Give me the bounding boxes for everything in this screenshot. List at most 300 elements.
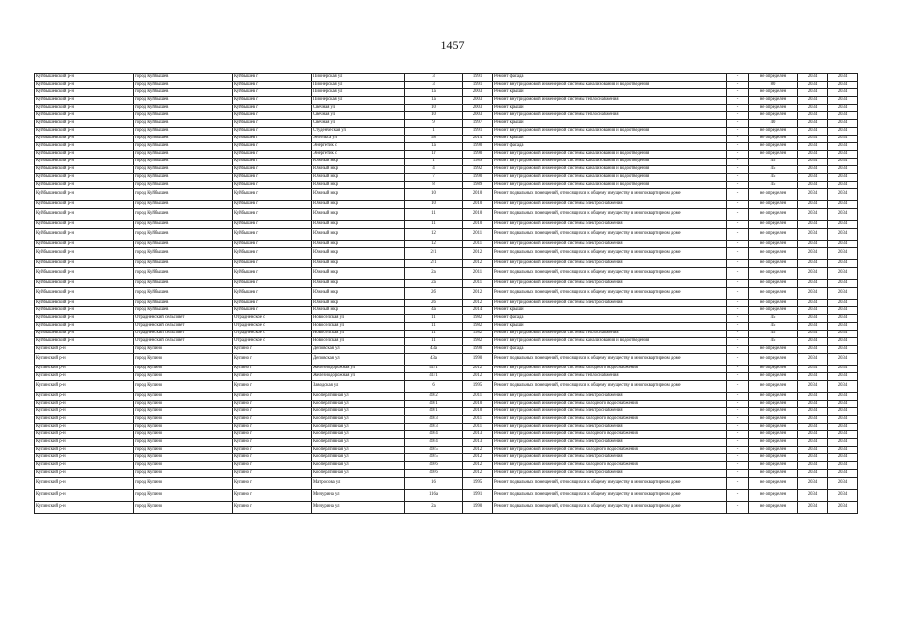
cell-work-type: Ремонт крыши bbox=[493, 322, 727, 330]
cell-district: Купинский р-н bbox=[35, 501, 134, 513]
cell-plan-year: 2034 bbox=[798, 143, 828, 151]
cell-year: 2011 bbox=[463, 228, 493, 240]
cell-end-year: 2034 bbox=[828, 248, 858, 260]
cell-house: 10 bbox=[405, 104, 463, 112]
table-row bbox=[35, 338, 858, 346]
cell-dash: - bbox=[727, 240, 749, 248]
cell-year: 2010 bbox=[463, 209, 493, 221]
cell-work-type: Ремонт внутридомовой инженерной системы электроснабжения bbox=[493, 408, 727, 416]
cell-house: 2а bbox=[405, 501, 463, 513]
cell-district: Куйбышевский р-н bbox=[35, 260, 134, 268]
cell-cost: не определен bbox=[749, 477, 798, 489]
cell-street: Южный мкр bbox=[312, 287, 405, 299]
cell-year: 1991 bbox=[463, 489, 493, 501]
cell-locality: Куйбышев г bbox=[233, 221, 312, 229]
cell-end-year: 2034 bbox=[828, 322, 858, 330]
cell-year: 2011 bbox=[463, 416, 493, 424]
cell-municipality: город Купино bbox=[134, 489, 233, 501]
cell-dash: - bbox=[727, 400, 749, 408]
cell-house: 16 bbox=[405, 477, 463, 489]
cell-year: 2012 bbox=[463, 446, 493, 454]
cell-cost: не определен bbox=[749, 280, 798, 288]
cell-cost: не определен bbox=[749, 189, 798, 201]
cell-end-year: 2034 bbox=[828, 365, 858, 373]
cell-cost: не определен bbox=[749, 89, 798, 97]
cell-street: Южный мкр bbox=[312, 248, 405, 260]
cell-work-type: Ремонт крыши bbox=[493, 135, 727, 143]
cell-dash: - bbox=[727, 307, 749, 315]
cell-year: 1991 bbox=[463, 81, 493, 89]
cell-plan-year: 2034 bbox=[798, 454, 828, 462]
cell-year: 2012 bbox=[463, 469, 493, 477]
cell-street: Южный мкр bbox=[312, 158, 405, 166]
cell-municipality: город Купино bbox=[134, 345, 233, 353]
cell-plan-year: 2034 bbox=[798, 408, 828, 416]
cell-locality: Куйбышев г bbox=[233, 143, 312, 151]
cell-house: 3 bbox=[405, 81, 463, 89]
cell-plan-year: 2034 bbox=[798, 81, 828, 89]
cell-cost: не определен bbox=[749, 373, 798, 381]
table-row bbox=[35, 489, 858, 501]
cell-district: Купинский р-н bbox=[35, 431, 134, 439]
cell-district: Купинский р-н bbox=[35, 365, 134, 373]
cell-house: 49/5 bbox=[405, 454, 463, 462]
cell-district: Куйбышевский р-н bbox=[35, 135, 134, 143]
cell-work-type: Ремонт внутридомовой инженерной системы холодного водоснабжения bbox=[493, 365, 727, 373]
cell-work-type: Ремонт подвальных помещений, относящихся к общему имуществу в многоквартирном доме bbox=[493, 228, 727, 240]
cell-dash: - bbox=[727, 380, 749, 392]
cell-end-year: 2034 bbox=[828, 353, 858, 365]
table-row bbox=[35, 221, 858, 229]
cell-end-year: 2034 bbox=[828, 143, 858, 151]
cell-locality: Куйбышев г bbox=[233, 307, 312, 315]
cell-district: Куйбышевский р-н bbox=[35, 299, 134, 307]
cell-street: Южный мкр bbox=[312, 181, 405, 189]
cell-work-type: Ремонт внутридомовой инженерной системы электроснабжения bbox=[493, 260, 727, 268]
table-row bbox=[35, 173, 858, 181]
cell-cost: не определен bbox=[749, 143, 798, 151]
cell-cost: не определен bbox=[749, 400, 798, 408]
cell-street: Кооперативная ул bbox=[312, 392, 405, 400]
cell-work-type: Ремонт подвальных помещений, относящихся к общему имуществу в многоквартирном доме bbox=[493, 380, 727, 392]
cell-end-year: 2034 bbox=[828, 201, 858, 209]
cell-work-type: Ремонт внутридомовой инженерной системы канализования и водоотведения bbox=[493, 338, 727, 346]
cell-dash: - bbox=[727, 330, 749, 338]
cell-cost: не определен bbox=[749, 240, 798, 248]
cell-cost: не определен bbox=[749, 439, 798, 447]
cell-street: Кооперативная ул bbox=[312, 423, 405, 431]
cell-municipality: город Куйбышев bbox=[134, 181, 233, 189]
cell-work-type: Ремонт подвальных помещений, относящихся к общему имуществу в многоквартирном доме bbox=[493, 248, 727, 260]
cell-plan-year: 2034 bbox=[798, 97, 828, 105]
cell-year: 1990 bbox=[463, 345, 493, 353]
cell-plan-year: 2034 bbox=[798, 431, 828, 439]
cell-municipality: город Купино bbox=[134, 353, 233, 365]
cell-dash: - bbox=[727, 120, 749, 128]
cell-end-year: 2034 bbox=[828, 330, 858, 338]
cell-locality: Куйбышев г bbox=[233, 299, 312, 307]
cell-year: 2014 bbox=[463, 135, 493, 143]
cell-work-type: Ремонт внутридомовой инженерной системы канализования и водоотведения bbox=[493, 166, 727, 174]
cell-dash: - bbox=[727, 89, 749, 97]
cell-locality: Куйбышев г bbox=[233, 268, 312, 280]
cell-street: Кооперативная ул bbox=[312, 408, 405, 416]
cell-municipality: город Куйбышев bbox=[134, 268, 233, 280]
cell-work-type: Ремонт внутридомовой инженерной системы холодного водоснабжения bbox=[493, 400, 727, 408]
cell-plan-year: 2034 bbox=[798, 166, 828, 174]
cell-locality: Куйбышев г bbox=[233, 173, 312, 181]
cell-municipality: город Куйбышев bbox=[134, 143, 233, 151]
cell-street: Южный мкр bbox=[312, 201, 405, 209]
cell-street: Энергетик с bbox=[312, 143, 405, 151]
cell-year: 2011 bbox=[463, 423, 493, 431]
cell-street: Энергетик с bbox=[312, 150, 405, 158]
cell-dash: - bbox=[727, 268, 749, 280]
cell-district: Куйбышевский р-н bbox=[35, 280, 134, 288]
cell-plan-year: 2034 bbox=[798, 135, 828, 143]
cell-end-year: 2034 bbox=[828, 462, 858, 470]
cell-locality: Куйбышев г bbox=[233, 104, 312, 112]
table-row bbox=[35, 380, 858, 392]
cell-plan-year: 2034 bbox=[798, 268, 828, 280]
cell-dash: - bbox=[727, 221, 749, 229]
table-row bbox=[35, 287, 858, 299]
cell-cost: не определен bbox=[749, 248, 798, 260]
cell-district: Куйбышевский р-н bbox=[35, 221, 134, 229]
cell-district: Купинский р-н bbox=[35, 392, 134, 400]
cell-municipality: город Купино bbox=[134, 454, 233, 462]
table-row bbox=[35, 181, 858, 189]
cell-locality: Куйбышев г bbox=[233, 280, 312, 288]
cell-end-year: 2034 bbox=[828, 280, 858, 288]
cell-street: Матросова ул bbox=[312, 477, 405, 489]
table-row bbox=[35, 240, 858, 248]
cell-end-year: 2034 bbox=[828, 97, 858, 105]
cell-end-year: 2034 bbox=[828, 423, 858, 431]
cell-dash: - bbox=[727, 392, 749, 400]
cell-work-type: Ремонт подвальных помещений, относящихся к общему имуществу в многоквартирном доме bbox=[493, 501, 727, 513]
cell-locality: Куйбышев г bbox=[233, 120, 312, 128]
cell-house: 1а bbox=[405, 97, 463, 105]
cell-street: Кооперативная ул bbox=[312, 416, 405, 424]
cell-end-year: 2034 bbox=[828, 489, 858, 501]
cell-district: Куйбышевский р-н bbox=[35, 228, 134, 240]
cell-locality: Куйбышев г bbox=[233, 112, 312, 120]
cell-district: Куйбышевский р-н bbox=[35, 268, 134, 280]
cell-locality: Купино г bbox=[233, 423, 312, 431]
cell-street: Свечная ул bbox=[312, 104, 405, 112]
table-row bbox=[35, 469, 858, 477]
table-row bbox=[35, 299, 858, 307]
cell-street: Новоселская ул bbox=[312, 315, 405, 323]
cell-street: Пионерская ул bbox=[312, 74, 405, 82]
cell-work-type: Ремонт внутридомовой инженерной системы электроснабжения bbox=[493, 299, 727, 307]
cell-work-type: Ремонт внутридомовой инженерной системы канализования и водоотведения bbox=[493, 158, 727, 166]
cell-cost: не определен bbox=[749, 423, 798, 431]
cell-dash: - bbox=[727, 353, 749, 365]
cell-work-type: Ремонт подвальных помещений, относящихся к общему имуществу в многоквартирном доме bbox=[493, 189, 727, 201]
table-row bbox=[35, 462, 858, 470]
cell-district: Куйбышевский р-н bbox=[35, 315, 134, 323]
cell-dash: - bbox=[727, 181, 749, 189]
cell-cost: 45 bbox=[749, 158, 798, 166]
cell-house: 2/1 bbox=[405, 248, 463, 260]
cell-cost: 40 bbox=[749, 120, 798, 128]
cell-district: Купинский р-н bbox=[35, 400, 134, 408]
cell-locality: Куйбышев г bbox=[233, 201, 312, 209]
cell-street: Пионерская ул bbox=[312, 89, 405, 97]
cell-end-year: 2034 bbox=[828, 135, 858, 143]
cell-locality: Купино г bbox=[233, 400, 312, 408]
cell-work-type: Ремонт крыши bbox=[493, 307, 727, 315]
cell-plan-year: 2034 bbox=[798, 501, 828, 513]
cell-municipality: город Куйбышев bbox=[134, 201, 233, 209]
cell-street: Кооперативная ул bbox=[312, 439, 405, 447]
cell-cost: не определен bbox=[749, 446, 798, 454]
cell-plan-year: 2034 bbox=[798, 469, 828, 477]
cell-street: Южный мкр bbox=[312, 280, 405, 288]
cell-municipality: город Купино bbox=[134, 380, 233, 392]
cell-district: Куйбышевский р-н bbox=[35, 181, 134, 189]
cell-house: 1 bbox=[405, 158, 463, 166]
cell-year: 1982 bbox=[463, 315, 493, 323]
cell-dash: - bbox=[727, 315, 749, 323]
cell-plan-year: 2034 bbox=[798, 315, 828, 323]
cell-street: Деповская ул bbox=[312, 353, 405, 365]
cell-end-year: 2034 bbox=[828, 345, 858, 353]
cell-street: Кооперативная ул bbox=[312, 469, 405, 477]
cell-cost: не определен bbox=[749, 408, 798, 416]
cell-dash: - bbox=[727, 97, 749, 105]
cell-municipality: город Купино bbox=[134, 400, 233, 408]
cell-work-type: Ремонт крыши bbox=[493, 89, 727, 97]
cell-house: 43а bbox=[405, 353, 463, 365]
cell-plan-year: 2034 bbox=[798, 345, 828, 353]
cell-locality: Купино г bbox=[233, 469, 312, 477]
cell-house: 1а bbox=[405, 89, 463, 97]
cell-year: 2010 bbox=[463, 189, 493, 201]
cell-dash: - bbox=[727, 345, 749, 353]
cell-end-year: 2034 bbox=[828, 477, 858, 489]
cell-work-type: Ремонт крыши bbox=[493, 104, 727, 112]
cell-district: Купинский р-н bbox=[35, 439, 134, 447]
cell-locality: Куйбышев г bbox=[233, 240, 312, 248]
cell-end-year: 2034 bbox=[828, 338, 858, 346]
cell-plan-year: 2034 bbox=[798, 150, 828, 158]
cell-street: Южный мкр bbox=[312, 260, 405, 268]
cell-cost: не определен bbox=[749, 501, 798, 513]
cell-municipality: город Купино bbox=[134, 501, 233, 513]
cell-municipality: город Купино bbox=[134, 408, 233, 416]
cell-district: Куйбышевский р-н bbox=[35, 173, 134, 181]
cell-house: 2б bbox=[405, 287, 463, 299]
cell-work-type: Ремонт фасада bbox=[493, 74, 727, 82]
cell-dash: - bbox=[727, 127, 749, 135]
table-row bbox=[35, 353, 858, 365]
cell-locality: Куйбышев г bbox=[233, 181, 312, 189]
cell-year: 1995 bbox=[463, 380, 493, 392]
cell-cost: не определен bbox=[749, 287, 798, 299]
table-row bbox=[35, 143, 858, 151]
cell-dash: - bbox=[727, 373, 749, 381]
cell-year: 2010 bbox=[463, 408, 493, 416]
cell-dash: - bbox=[727, 135, 749, 143]
cell-locality: Купино г bbox=[233, 462, 312, 470]
cell-locality: Отрадненское с bbox=[233, 322, 312, 330]
cell-plan-year: 2034 bbox=[798, 439, 828, 447]
cell-dash: - bbox=[727, 209, 749, 221]
cell-district: Купинский р-н bbox=[35, 408, 134, 416]
cell-municipality: город Купино bbox=[134, 462, 233, 470]
cell-end-year: 2034 bbox=[828, 166, 858, 174]
cell-end-year: 2034 bbox=[828, 408, 858, 416]
table-row bbox=[35, 400, 858, 408]
cell-work-type: Ремонт внутридомовой инженерной системы холодного водоснабжения bbox=[493, 462, 727, 470]
cell-district: Куйбышевский р-н bbox=[35, 307, 134, 315]
table-row bbox=[35, 158, 858, 166]
cell-street: Заводская ул bbox=[312, 380, 405, 392]
cell-year: 1982 bbox=[463, 338, 493, 346]
cell-cost: не определен bbox=[749, 307, 798, 315]
cell-dash: - bbox=[727, 189, 749, 201]
cell-end-year: 2034 bbox=[828, 416, 858, 424]
cell-district: Купинский р-н bbox=[35, 469, 134, 477]
cell-locality: Купино г bbox=[233, 353, 312, 365]
cell-district: Куйбышевский р-н bbox=[35, 201, 134, 209]
cell-district: Куйбышевский р-н bbox=[35, 330, 134, 338]
cell-end-year: 2034 bbox=[828, 299, 858, 307]
cell-locality: Куйбышев г bbox=[233, 287, 312, 299]
cell-year: 2012 bbox=[463, 299, 493, 307]
cell-plan-year: 2034 bbox=[798, 423, 828, 431]
cell-district: Куйбышевский р-н bbox=[35, 322, 134, 330]
cell-year: 1990 bbox=[463, 150, 493, 158]
cell-district: Купинский р-н bbox=[35, 477, 134, 489]
cell-end-year: 2034 bbox=[828, 74, 858, 82]
cell-dash: - bbox=[727, 112, 749, 120]
cell-district: Купинский р-н bbox=[35, 423, 134, 431]
cell-work-type: Ремонт подвальных помещений, относящихся к общему имуществу в многоквартирном доме bbox=[493, 268, 727, 280]
cell-locality: Куйбышев г bbox=[233, 127, 312, 135]
cell-street: Южный мкр bbox=[312, 228, 405, 240]
cell-street: Свечная ул bbox=[312, 112, 405, 120]
cell-plan-year: 2034 bbox=[798, 380, 828, 392]
cell-plan-year: 2034 bbox=[798, 127, 828, 135]
cell-year: 2010 bbox=[463, 221, 493, 229]
cell-house: 2а bbox=[405, 268, 463, 280]
cell-house: 58 bbox=[405, 135, 463, 143]
cell-street: Южный мкр bbox=[312, 166, 405, 174]
cell-end-year: 2034 bbox=[828, 501, 858, 513]
cell-street: Южный мкр bbox=[312, 240, 405, 248]
cell-work-type: Ремонт фасада bbox=[493, 143, 727, 151]
cell-locality: Купино г bbox=[233, 408, 312, 416]
cell-work-type: Ремонт внутридомовой инженерной системы холодного водоснабжения bbox=[493, 416, 727, 424]
cell-end-year: 2034 bbox=[828, 454, 858, 462]
cell-municipality: город Куйбышев bbox=[134, 307, 233, 315]
cell-house: 1а bbox=[405, 143, 463, 151]
cell-year: 2012 bbox=[463, 462, 493, 470]
cell-year: 2012 bbox=[463, 248, 493, 260]
cell-year: 1992 bbox=[463, 166, 493, 174]
cell-year: 1991 bbox=[463, 127, 493, 135]
cell-work-type: Ремонт внутридомовой инженерной системы электроснабжения bbox=[493, 439, 727, 447]
table-row bbox=[35, 365, 858, 373]
cell-year: 2012 bbox=[463, 365, 493, 373]
cell-work-type: Ремонт фасада bbox=[493, 315, 727, 323]
cell-plan-year: 2034 bbox=[798, 477, 828, 489]
cell-dash: - bbox=[727, 439, 749, 447]
cell-work-type: Ремонт внутридомовой инженерной системы теплоснабжения bbox=[493, 330, 727, 338]
cell-street: Студенческая ул bbox=[312, 127, 405, 135]
cell-district: Купинский р-н bbox=[35, 345, 134, 353]
cell-district: Куйбышевский р-н bbox=[35, 189, 134, 201]
cell-cost: не определен bbox=[749, 392, 798, 400]
cell-house: 43а bbox=[405, 345, 463, 353]
cell-district: Куйбышевский р-н bbox=[35, 240, 134, 248]
cell-municipality: город Куйбышев bbox=[134, 209, 233, 221]
cell-locality: Купино г bbox=[233, 373, 312, 381]
cell-street: Мичурина ул bbox=[312, 489, 405, 501]
cell-street: Южный мкр bbox=[312, 189, 405, 201]
cell-year: 2003 bbox=[463, 89, 493, 97]
table-row bbox=[35, 392, 858, 400]
cell-plan-year: 2034 bbox=[798, 112, 828, 120]
cell-municipality: город Куйбышев bbox=[134, 120, 233, 128]
cell-year: 2011 bbox=[463, 392, 493, 400]
cell-plan-year: 2034 bbox=[798, 400, 828, 408]
cell-municipality: город Купино bbox=[134, 423, 233, 431]
cell-end-year: 2034 bbox=[828, 150, 858, 158]
cell-year: 2003 bbox=[463, 104, 493, 112]
cell-district: Купинский р-н bbox=[35, 489, 134, 501]
cell-plan-year: 2034 bbox=[798, 322, 828, 330]
cell-street: Южный мкр bbox=[312, 221, 405, 229]
cell-locality: Куйбышев г bbox=[233, 81, 312, 89]
table-row bbox=[35, 209, 858, 221]
cell-street: Кооперативная ул bbox=[312, 400, 405, 408]
table-row bbox=[35, 477, 858, 489]
cell-municipality: город Куйбышев bbox=[134, 135, 233, 143]
cell-year: 1997 bbox=[463, 120, 493, 128]
cell-work-type: Ремонт внутридомовой инженерной системы теплоснабжения bbox=[493, 373, 727, 381]
cell-plan-year: 2034 bbox=[798, 209, 828, 221]
cell-year: 1982 bbox=[463, 322, 493, 330]
cell-district: Куйбышевский р-н bbox=[35, 338, 134, 346]
cell-house: 2б bbox=[405, 299, 463, 307]
cell-dash: - bbox=[727, 173, 749, 181]
cell-street: Южный мкр bbox=[312, 307, 405, 315]
cell-house: 2а bbox=[405, 280, 463, 288]
cell-district: Куйбышевский р-н bbox=[35, 143, 134, 151]
cell-district: Купинский р-н bbox=[35, 353, 134, 365]
cell-cost: не определен bbox=[749, 469, 798, 477]
cell-plan-year: 2034 bbox=[798, 299, 828, 307]
cell-street: Деповская ул bbox=[312, 345, 405, 353]
cell-dash: - bbox=[727, 104, 749, 112]
cell-cost: не определен bbox=[749, 201, 798, 209]
cell-end-year: 2034 bbox=[828, 209, 858, 221]
cell-locality: Куйбышев г bbox=[233, 89, 312, 97]
cell-municipality: город Куйбышев bbox=[134, 189, 233, 201]
cell-plan-year: 2034 bbox=[798, 462, 828, 470]
table-row bbox=[35, 112, 858, 120]
cell-year: 1982 bbox=[463, 330, 493, 338]
table-row bbox=[35, 201, 858, 209]
cell-end-year: 2034 bbox=[828, 81, 858, 89]
cell-dash: - bbox=[727, 150, 749, 158]
cell-dash: - bbox=[727, 462, 749, 470]
